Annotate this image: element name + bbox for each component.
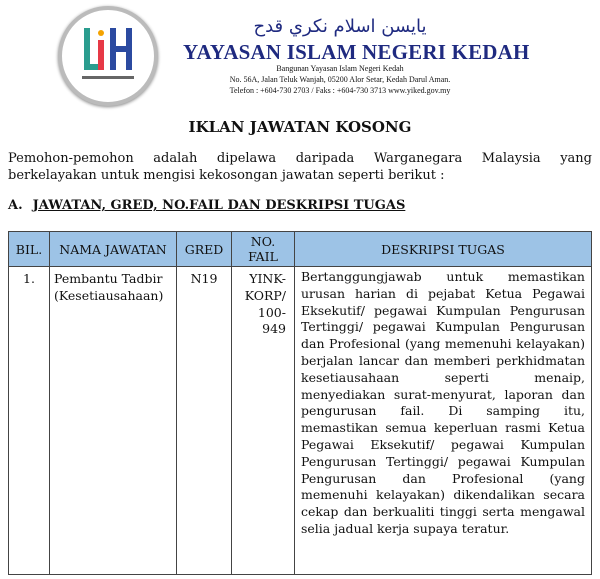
intro-line: Pemohon-pemohon adalah dipelawa daripada Warganegara Malaysia yang [8, 151, 592, 166]
table-header-row [9, 232, 592, 267]
contact: Telefon : +604-730 2703 / Faks : +604-730 3713 www.yiked.gov.my [229, 86, 451, 95]
header-fail: NO. FAIL [232, 232, 295, 267]
page-title: IKLAN JAWATAN KOSONG [188, 118, 412, 136]
cell-nama: Pembantu Tadbir (Kesetiausahaan) [50, 267, 177, 575]
cell-deskripsi: Bertanggungjawab untuk memastikan urusan harian di pejabat Ketua Pegawai Eksekutif/ pegawai Kumpulan Pengurusan Tertinggi/ pegawai Kumpulan Pengurusan dan Profesional (yang memenuhi kelayakan) berjalan lancar dan memberi perkhidmatan kesetiausahaan seperti menaip, menyediakan surat-menyurat, laporan dan pengurusan fail. Di samping itu, memastikan semua keperluan rasmi Ketua Pegawai Eksekutif/ pegawai Kumpulan Pengurusan Tertinggi/ pegawai Kumpulan Pengurusan dan Profesional (yang memenuhi kelayakan) dikendalikan secara cekap dan berkualiti tinggi serta mengawal selia jadual kerja supaya teratur. [295, 267, 592, 575]
org-name: YAYASAN ISLAM NEGERI KEDAH [183, 40, 530, 64]
section-title: JAWATAN, GRED, NO.FAIL DAN DESKRIPSI TUGAS [32, 198, 406, 213]
intro-paragraph [8, 150, 592, 184]
header-deskripsi: DESKRIPSI TUGAS [295, 232, 592, 267]
table-row [9, 267, 592, 575]
cell-gred: N19 [177, 267, 232, 575]
header-bil: BIL. [9, 232, 50, 267]
cell-fail: YINK-KORP/ 100- 949 [232, 267, 295, 575]
yik-logo [58, 6, 158, 106]
header-nama: NAMA JAWATAN [50, 232, 177, 267]
job-table [8, 231, 592, 575]
header-gred: GRED [177, 232, 232, 267]
cell-bil: 1. [9, 267, 50, 575]
section-a-heading [8, 198, 405, 213]
building: Bangunan Yayasan Islam Negeri Kedah [276, 64, 404, 73]
intro-line: berkelayakan untuk mengisi kekosongan jawatan seperti berikut : [8, 168, 445, 183]
section-letter: A. [8, 198, 23, 213]
address: No. 56A, Jalan Teluk Wanjah, 05200 Alor Setar, Kedah Darul Aman. [229, 75, 451, 84]
arabic-org-name: يايسن اسلام نكري قدح [253, 16, 427, 37]
